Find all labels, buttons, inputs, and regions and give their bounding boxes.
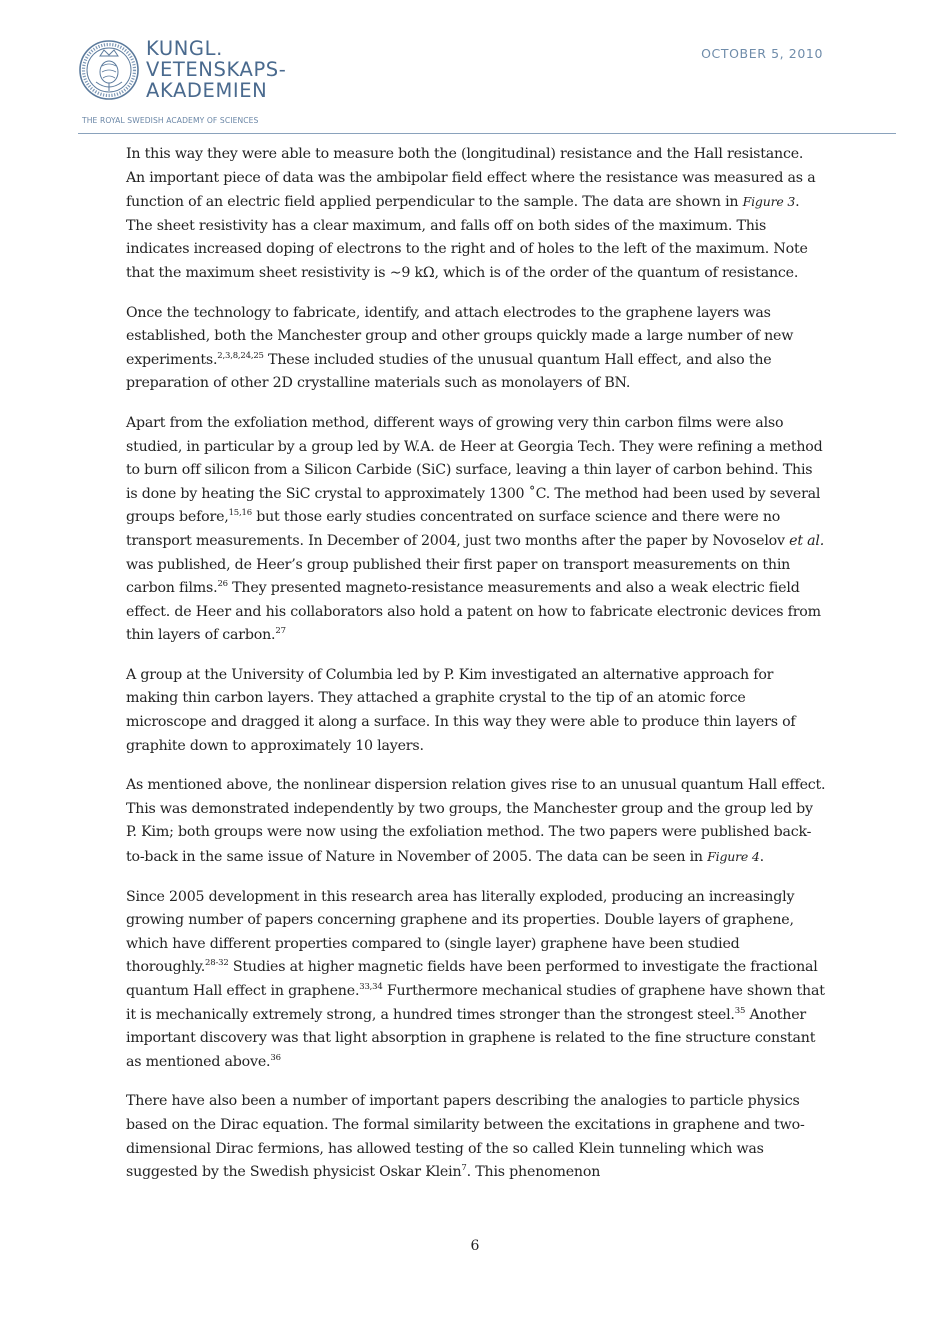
paragraph-6: Since 2005 development in this research area has literally exploded, producing an increasingly growing number of papers concerning graphene and its properties. Double layers of graphene, which have different properties compared to (single layer) graphene have been studied thoroughly.$^{28-32}$ Studies at higher magnetic fields have been performed to investigate the fractional quantum Hall effect in graphene.$^{33,34}$ Furthermore mechanical studies of graphene have shown that it is mechanically extremely strong, a hundred times stronger than the strongest steel.$^{35}$ Another important discovery was that light absorption in graphene is related to the fine structure constant as mentioned above.$^{36}$ [126,888,825,1070]
citation: 27 [275,626,286,637]
academy-logo [78,36,288,128]
figure-reference: Figure 3 [742,194,796,210]
document-date: OCTOBER 5, 2010 [701,46,823,61]
citation: 35 [734,1005,746,1016]
paragraph-5: As mentioned above, the nonlinear dispersion relation gives rise to an unusual quantum Hall effect. This was demonstrated independently by two groups, the Manchester group and the group led by P. Kim; both groups were now using the exfoliation method. The two papers were published back-to-back in the same issue of Nature in November of 2005. The data can be seen in Figure 4. [126,777,826,866]
citation: 26 [217,579,228,590]
paragraph-3: Apart from the exfoliation method, different ways of growing very thin carbon films were also studied, in particular by a group led by W.A. de Heer at Georgia Tech. They were refining a method to burn off silicon from a Silicon Carbide (SiC) surface, leaving a thin layer of carbon behind. This is done by heating the SiC crystal to approximately 1300 ˚C. The method had been used by several groups before,$^{15,16}$ but those early studies concentrated on surface science and there were no transport measurements. In December of 2004, just two months after the paper by Novoselov et al. was published, de Heer’s group published their first paper on transport measurements on thin carbon films.$^{26}$ They presented magneto-resistance measurements and also a weak electric field effect. de Heer and his collaborators also hold a patent on how to fabricate electronic devices from thin layers of carbon.$^{27}$ [126,414,825,644]
logo-line-2: VETENSKAPS- [146,58,287,81]
paragraph-2: Once the technology to fabricate, identify, and attach electrodes to the graphene layers was established, both the Manchester group and other groups quickly made a large number of new experiments.$^{2,3,8,24,25}$ These included studies of the unusual quantum Hall effect, and also the preparation of other 2D crystalline materials such as monolayers of BN. [126,304,794,392]
citation: 15,16 [228,508,252,519]
academy-name [146,38,286,101]
logo-line-3: AKADEMIEN [146,79,268,102]
citation: 33,34 [359,982,383,992]
paragraph-4: A group at the University of Columbia led by P. Kim investigated an alternative approach for making thin carbon layers. They attached a graphite crystal to the tip of an atomic force microscope and dragged it along a surface. In this way they were able to produce thin layers of graphite down to approximately 10 layers. [126,666,796,754]
citation: 7 [461,1163,467,1174]
body-text [126,143,826,1201]
academy-subtitle: THE ROYAL SWEDISH ACADEMY OF SCIENCES [82,116,259,125]
citation: 36 [270,1052,281,1063]
figure-reference: Figure 4 [707,849,760,865]
header-divider [78,133,896,134]
page-number: 6 [470,1238,480,1254]
logo-line-1: KUNGL. [146,37,223,60]
paragraph-1: In this way they were able to measure both the (longitudinal) resistance and the Hall resistance. An important piece of data was the ambipolar field effect where the resistance was measured as a function of an electric field applied perpendicular to the sample. The data are shown in Figure 3. The sheet resistivity has a clear maximum, and falls off on both sides of the maximum. This indicates increased doping of electrons to the right and of holes to the left of the maximum. Note that the maximum sheet resistivity is ∼9 kΩ, which is of the order of the quantum of resistance. [126,146,816,281]
citation: 2,3,8,24,25 [217,350,264,361]
citation: 28-32 [205,958,229,969]
academy-seal-icon [78,36,140,108]
paragraph-7: There have also been a number of important papers describing the analogies to particle physics based on the Dirac equation. The formal similarity between the excitations in graphene and two-dimensional Dirac fermions, has allowed testing of the so called Klein tunneling which was suggested by the Swedish physicist Oskar Klein$^7$. This phenomenon [126,1093,805,1181]
